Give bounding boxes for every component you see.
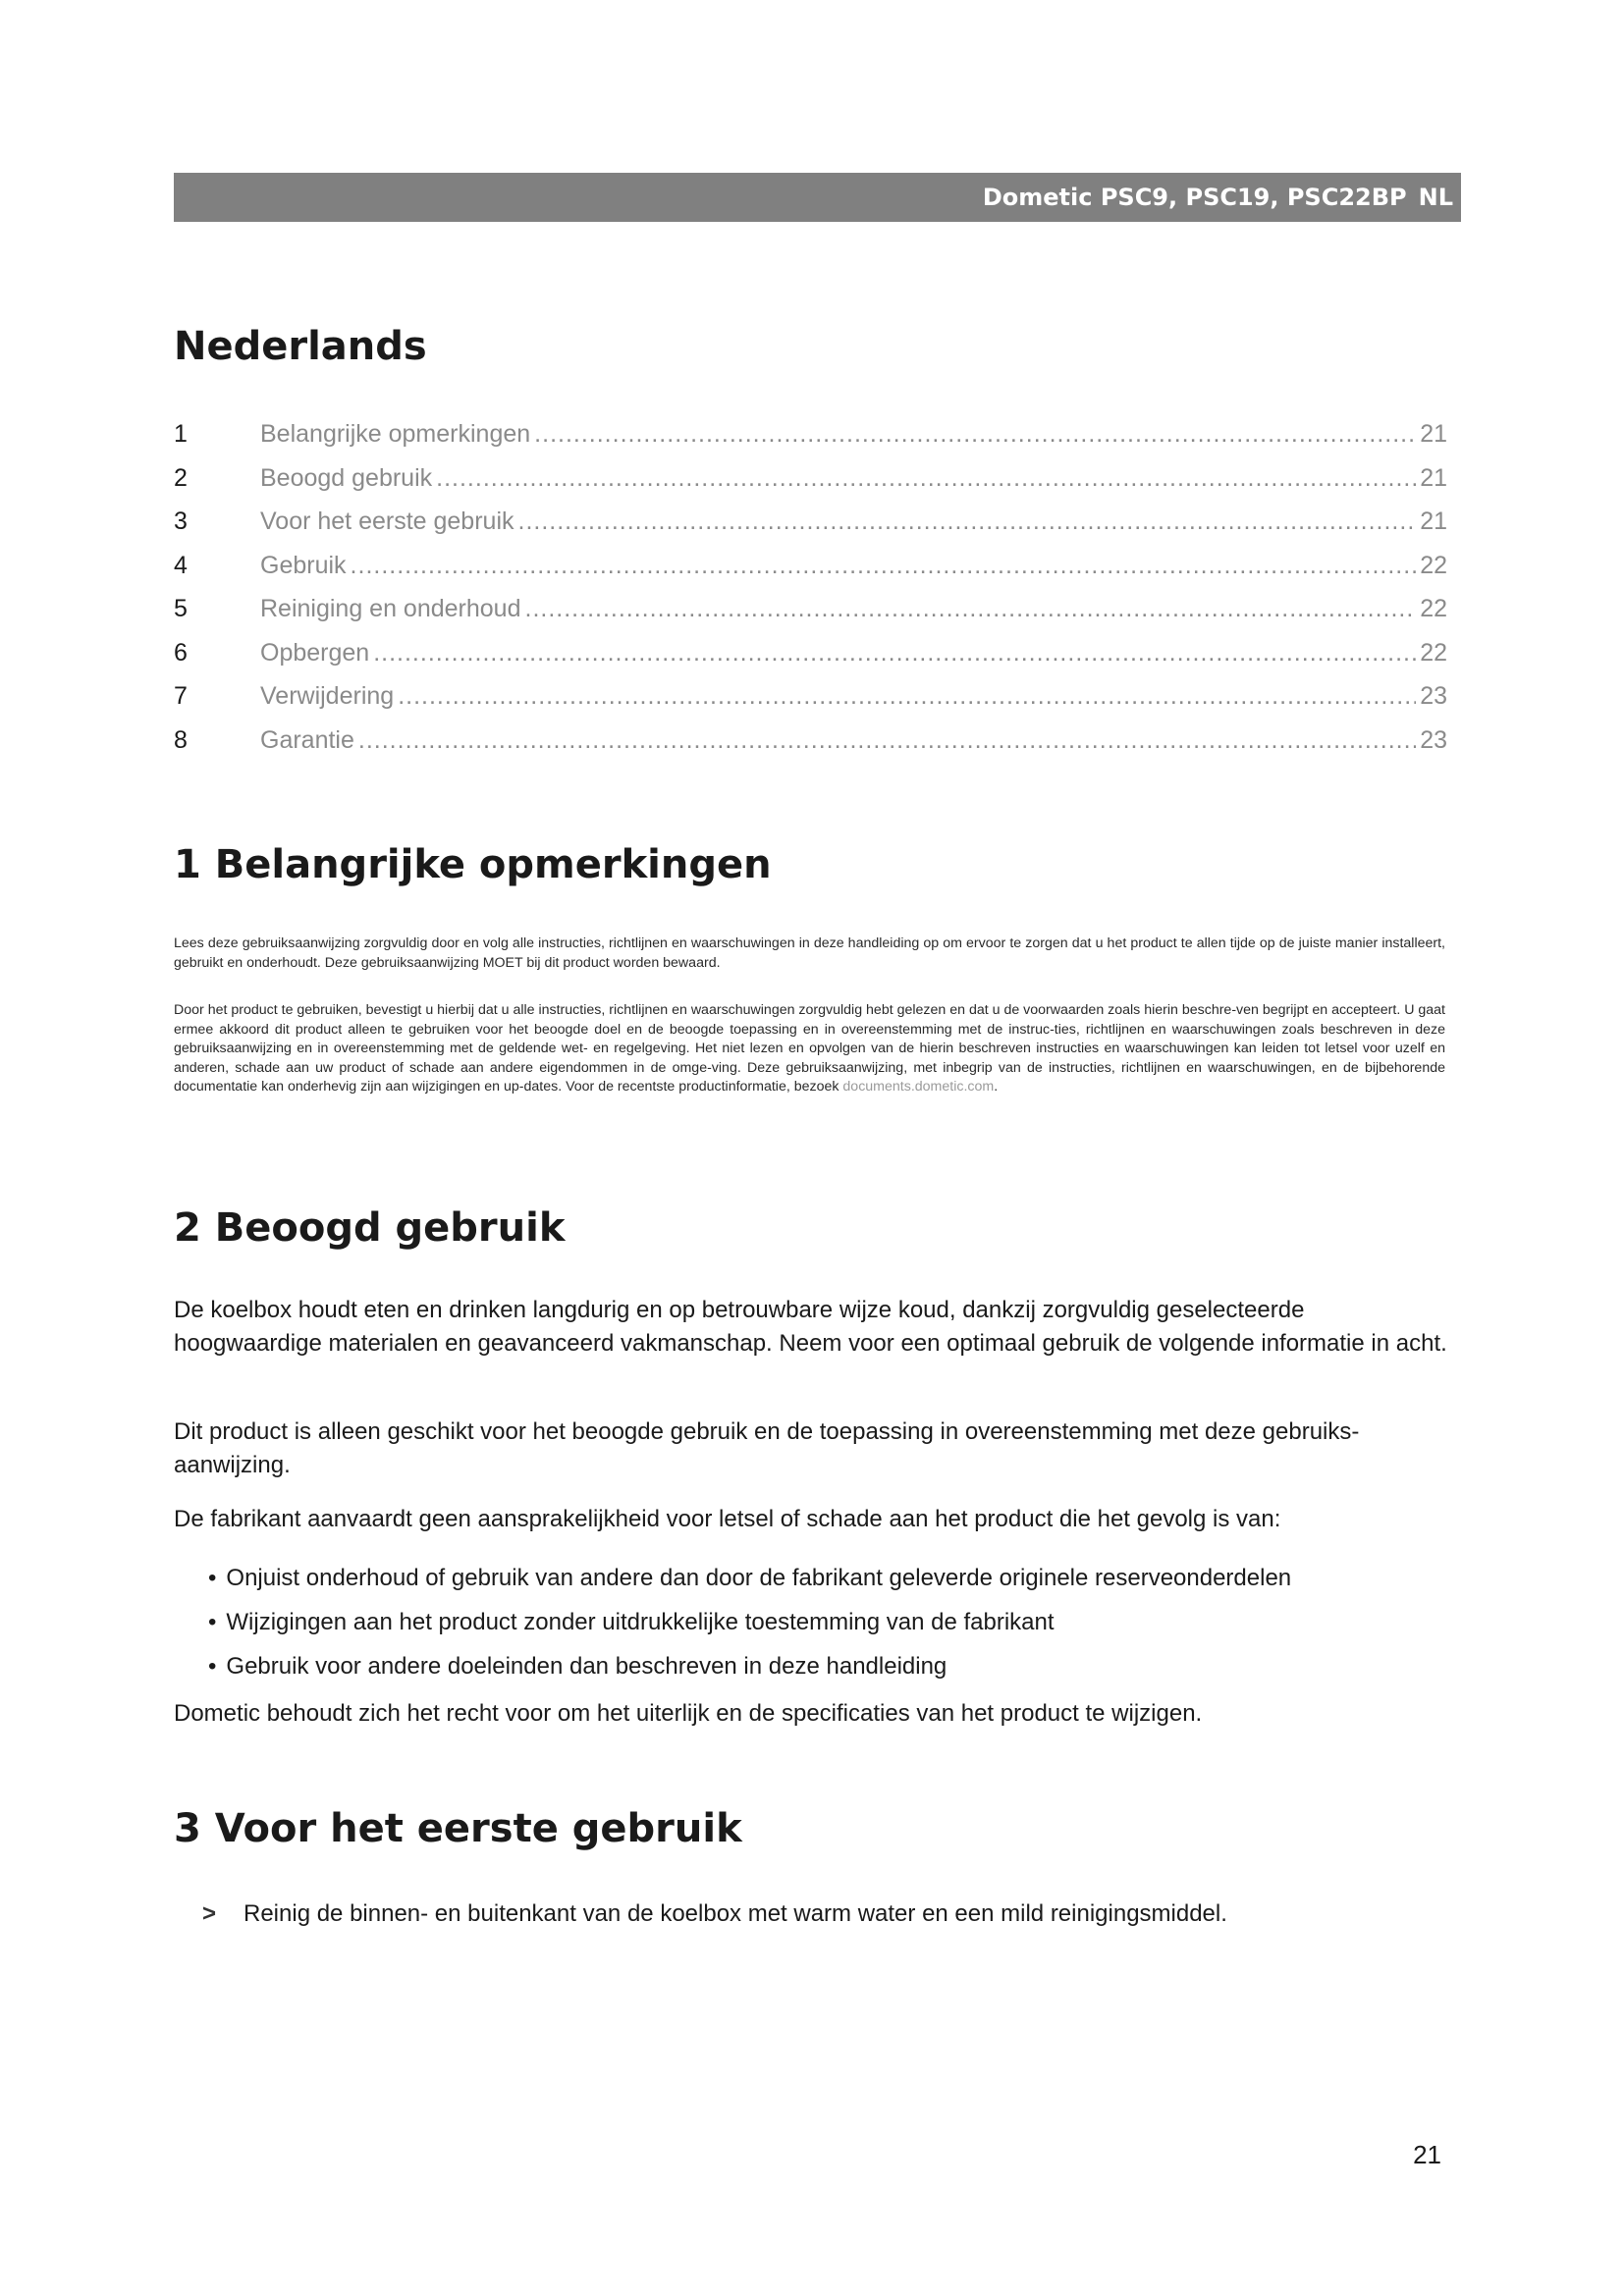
toc-label: Beoogd gebruik — [260, 463, 433, 492]
toc-label: Opbergen — [260, 638, 370, 667]
toc-leader — [534, 420, 1416, 449]
toc-number: 1 — [174, 420, 188, 448]
toc-page: 22 — [1420, 551, 1447, 579]
toc-leader — [373, 639, 1416, 667]
toc-item[interactable] — [174, 595, 1447, 639]
toc-number: 4 — [174, 551, 188, 579]
toc-page: 23 — [1420, 682, 1447, 710]
toc-leader — [358, 726, 1416, 755]
toc-number: 6 — [174, 638, 188, 667]
list-item: • Gebruik voor andere doeleinden dan beschreven in deze handleiding — [208, 1644, 1291, 1688]
list-item: • Wijzigingen aan het product zonder uitdrukkelijke toestemming van de fabrikant — [208, 1600, 1291, 1644]
toc-item[interactable] — [174, 726, 1447, 771]
toc-number: 2 — [174, 463, 188, 492]
toc-number: 8 — [174, 725, 188, 754]
toc-leader — [436, 464, 1416, 493]
header-title: Dometic PSC9, PSC19, PSC22BP — [982, 184, 1407, 211]
toc-label: Garantie — [260, 725, 354, 754]
toc-label: Gebruik — [260, 551, 347, 579]
instruction-step — [202, 1897, 1227, 1931]
toc-label: Reiniging en onderhoud — [260, 595, 521, 622]
header-language: NL — [1418, 184, 1453, 211]
table-of-contents — [174, 420, 1447, 770]
toc-item[interactable] — [174, 552, 1447, 596]
section-2-heading: 2 Beoogd gebruik — [174, 1205, 566, 1251]
liability-list — [208, 1556, 1291, 1688]
section-1-paragraph-2-end: . — [994, 1079, 999, 1095]
toc-label: Voor het eerste gebruik — [260, 507, 514, 535]
section-1-paragraph-2 — [174, 1001, 1445, 1097]
toc-label: Verwijdering — [260, 682, 395, 710]
section-2-paragraph-1: De koelbox houdt eten en drinken langdurig en op betrouwbare wijze koud, dankzij zorgvuldig geselecteerde hoogwaardige materialen en geavanceerd vakmanschap. Neem voor een optimaal gebruik de volgende informatie in acht. — [174, 1297, 1447, 1357]
toc-leader — [398, 682, 1416, 711]
toc-page: 22 — [1420, 638, 1447, 667]
step-text: Reinig de binnen- en buitenkant van de koelbox met warm water en een mild reinigingsmiddel. — [244, 1900, 1227, 1927]
header-bar — [174, 173, 1461, 222]
page-number: 21 — [1413, 2140, 1441, 2169]
toc-leader — [518, 507, 1417, 536]
section-1-paragraph-1: Lees deze gebruiksaanwijzing zorgvuldig door en volg alle instructies, richtlijnen en waarschuwingen in deze handleiding op om ervoor te zorgen dat u het product te allen tijde op de juiste manier installeert, gebruikt en onderhoudt. Deze gebruiksaanwijzing MOET bij dit product worden bewaard. — [174, 935, 1445, 971]
toc-item[interactable] — [174, 682, 1447, 726]
toc-label: Belangrijke opmerkingen — [260, 420, 531, 448]
section-2-paragraph-3: De fabrikant aanvaardt geen aansprakelijkheid voor letsel of schade aan het product die het gevolg is van: — [174, 1506, 1281, 1532]
step-marker-icon: > — [202, 1900, 217, 1927]
section-2-paragraph-4: Dometic behoudt zich het recht voor om het uiterlijk en de specificaties van het product te wijzigen. — [174, 1700, 1203, 1727]
toc-page: 21 — [1420, 420, 1447, 448]
toc-page: 23 — [1420, 725, 1447, 754]
toc-number: 5 — [174, 595, 188, 622]
page-title: Nederlands — [174, 324, 427, 369]
section-2-paragraph-2: Dit product is alleen geschikt voor het beoogde gebruik en de toepassing in overeenstemming met deze gebruiks-aanwijzing. — [174, 1418, 1360, 1478]
toc-number: 7 — [174, 682, 188, 710]
list-item: • Onjuist onderhoud of gebruik van andere dan door de fabrikant geleverde originele reserveonderdelen — [208, 1556, 1291, 1600]
section-1-heading: 1 Belangrijke opmerkingen — [174, 842, 772, 887]
section-3-heading: 3 Voor het eerste gebruik — [174, 1806, 742, 1851]
toc-page: 22 — [1420, 595, 1447, 622]
toc-number: 3 — [174, 507, 188, 535]
toc-item[interactable] — [174, 639, 1447, 683]
toc-leader — [351, 552, 1417, 580]
toc-page: 21 — [1420, 463, 1447, 492]
toc-item[interactable] — [174, 464, 1447, 508]
toc-item[interactable] — [174, 420, 1447, 464]
documents-link[interactable]: documents.dometic.com — [842, 1079, 995, 1095]
toc-item[interactable] — [174, 507, 1447, 552]
toc-leader — [525, 595, 1417, 623]
toc-page: 21 — [1420, 507, 1447, 535]
section-1-paragraph-2-text: Door het product te gebruiken, bevestigt u hierbij dat u alle instructies, richtlijnen en waarschuwingen zorgvuldig hebt gelezen en dat u de voorwaarden zoals hierin beschre-ven begrijpt en accepteert. U gaat ermee akkoord dit product alleen te gebruiken voor het beoogde doel en de beoogde toepassing en in overeenstemming met de instruc-ties, richtlijnen en waarschuwingen zoals beschreven in deze gebruiksaanwijzing en in overeenstemming met de geldende wet- en regelgeving. Het niet lezen en opvolgen van de hierin beschreven instructies en waarschuwingen kan leiden tot letsel voor uzelf en anderen, schade aan uw product of schade aan andere eigendommen in de omge-ving. Deze gebruiksaanwijzing, met inbegrip van de instructies, richtlijnen en waarschuwingen, en de bijbehorende documentatie kan onderhevig zijn aan wijzigingen en up-dates. Voor de recentste productinformatie, bezoek — [174, 1002, 1445, 1095]
